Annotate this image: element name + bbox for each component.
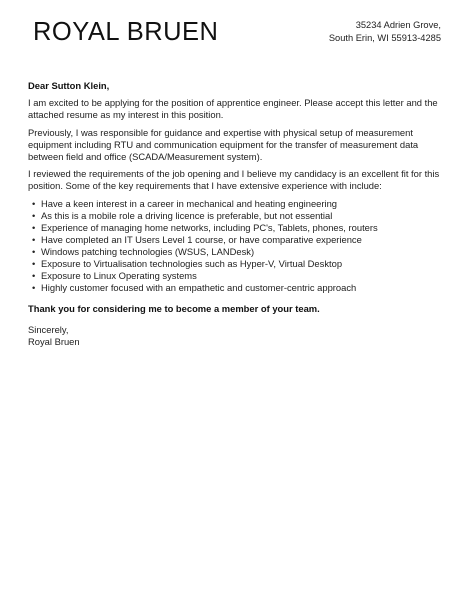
list-item <box>28 258 446 270</box>
address-line-2: South Erin, WI 55913-4285 <box>328 32 441 43</box>
list-item <box>28 282 446 294</box>
list-item <box>28 246 446 258</box>
signature-name: Royal Bruen <box>28 336 80 348</box>
list-item-text: Have completed an IT Users Level 1 course, or have comparative experience <box>41 233 362 245</box>
closing-statement: Thank you for considering me to become a member of your team. <box>28 302 320 314</box>
sender-name: ROYAL BRUEN <box>33 18 219 46</box>
requirements-list <box>28 198 446 293</box>
list-item-text: As this is a mobile role a driving licence is preferable, but not essential <box>41 210 333 222</box>
bullet-icon: • <box>32 233 36 245</box>
sender-address <box>329 19 441 45</box>
greeting: Dear Sutton Klein, <box>28 80 110 91</box>
paragraph-experience: Previously, I was responsible for guidance and expertise with physical setup of measurement equipment including RTU and communication equipment for the transfer of measurement data between field and office (SCADA/Measurement system). <box>28 126 419 162</box>
signoff: Sincerely, <box>28 324 69 336</box>
address-line-1: 35234 Adrien Grove, <box>355 20 441 30</box>
list-item-text: Exposure to Virtualisation technologies such as Hyper-V, Virtual Desktop <box>41 257 343 269</box>
list-item <box>28 234 446 246</box>
letter-header <box>33 18 441 58</box>
list-item <box>28 210 446 222</box>
list-item-text: Highly customer focused with an empathetic and customer-centric approach <box>41 281 357 293</box>
bullet-icon: • <box>32 245 36 257</box>
list-item <box>28 270 446 282</box>
bullet-icon: • <box>32 198 36 210</box>
paragraph-intro: I am excited to be applying for the position of apprentice engineer. Please accept this letter and the attached resume as my interest in this position. <box>28 96 438 120</box>
list-item-text: Experience of managing home networks, including PC's, Tablets, phones, routers <box>41 222 378 234</box>
bullet-icon: • <box>32 222 36 234</box>
bullet-icon: • <box>32 281 36 293</box>
list-item-text: Windows patching technologies (WSUS, LANDesk) <box>41 245 255 257</box>
letter-body <box>28 80 446 348</box>
bullet-icon: • <box>32 269 36 281</box>
bullet-icon: • <box>32 210 36 222</box>
list-item-text: Have a keen interest in a career in mechanical and heating engineering <box>41 198 338 210</box>
paragraph-requirements: I reviewed the requirements of the job opening and I believe my candidacy is an excellent fit for this position. Some of the key requirements that I have extensive experience with include: <box>28 168 440 192</box>
list-item-text: Exposure to Linux Operating systems <box>41 269 197 281</box>
bullet-icon: • <box>32 257 36 269</box>
list-item <box>28 222 446 234</box>
list-item <box>28 198 446 210</box>
